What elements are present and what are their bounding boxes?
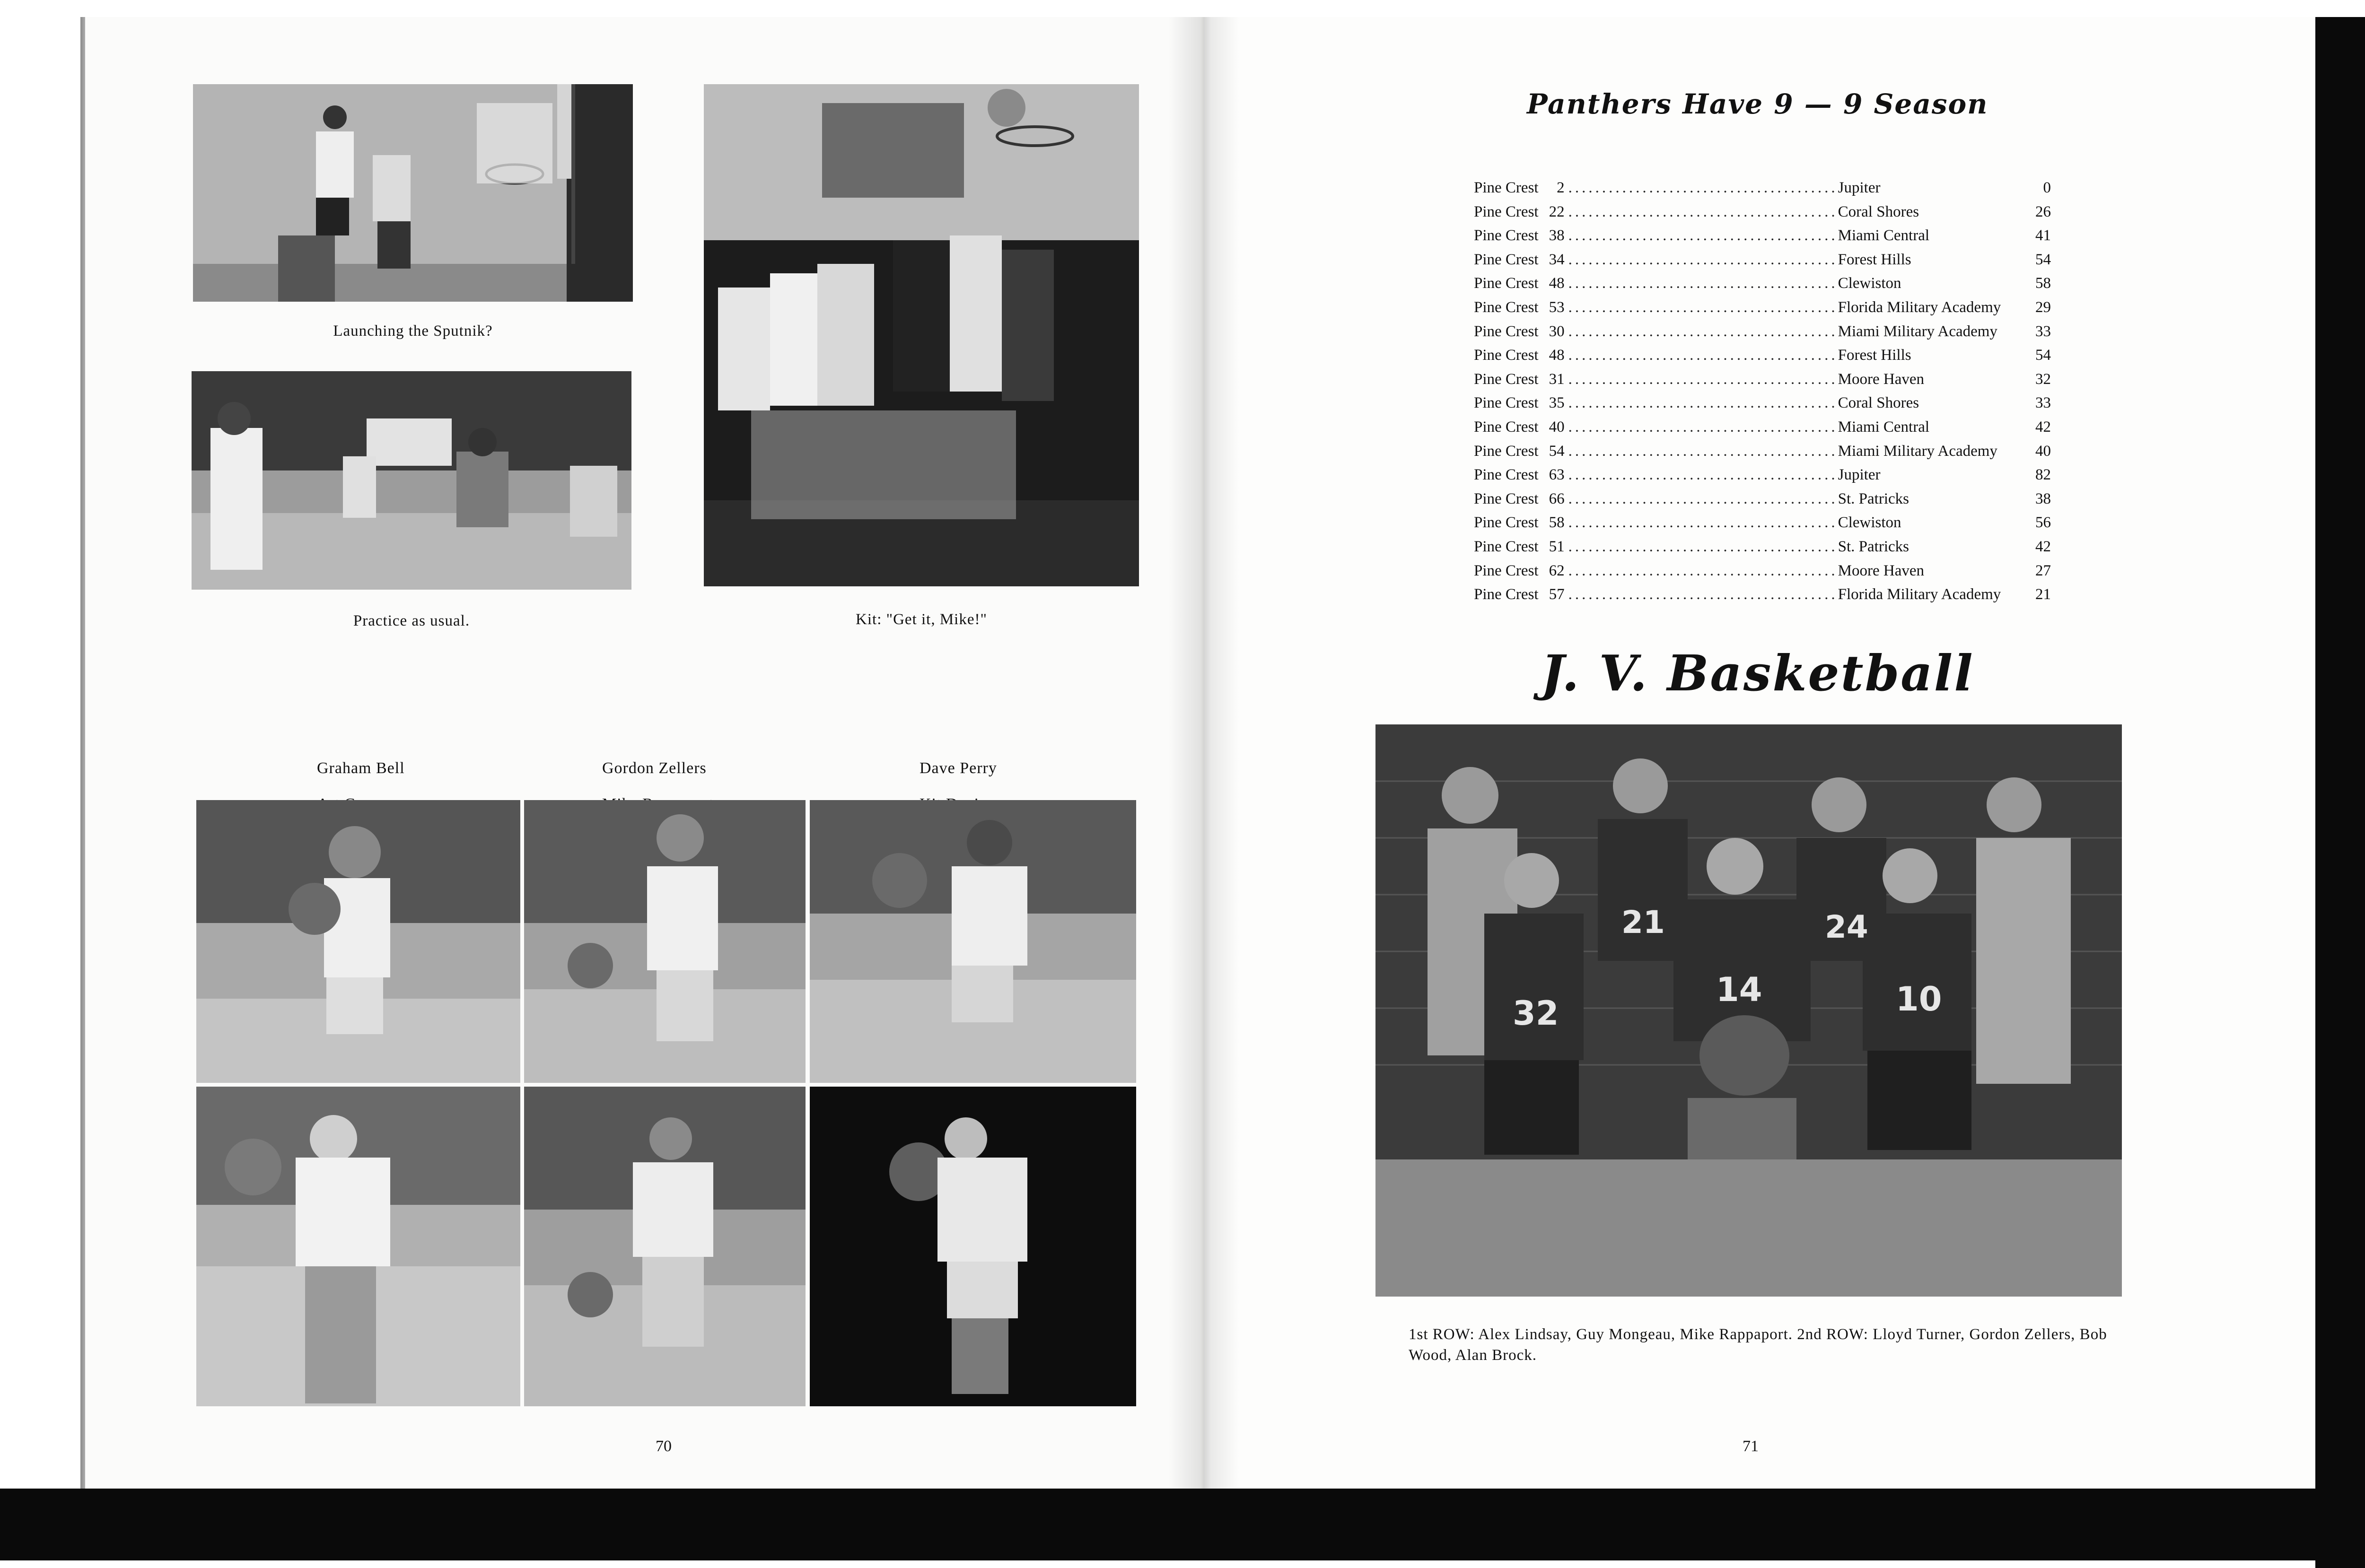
team-score: 54: [1549, 442, 1565, 460]
team-score: 38: [1549, 227, 1565, 244]
score-row: [1474, 200, 2051, 224]
kit-caption: Kit: "Get it, Mike!": [856, 611, 987, 628]
team-score: 48: [1549, 275, 1565, 292]
leader-dots: ........................................: [1568, 586, 1838, 603]
team-score: 53: [1549, 298, 1565, 316]
team-name: Pine Crest: [1474, 442, 1539, 460]
jv-title: J. V. Basketball: [1541, 644, 1974, 702]
opponent-name: Miami Military Academy: [1838, 322, 1997, 340]
season-title: Panthers Have 9 — 9 Season: [1527, 88, 1988, 120]
leader-dots: ........................................: [1568, 298, 1838, 316]
portrait-photo-mike-rappaport: [524, 1087, 806, 1406]
team-name: Pine Crest: [1474, 586, 1539, 603]
leader-dots: ........................................: [1568, 562, 1838, 579]
team-name: Pine Crest: [1474, 322, 1539, 340]
opponent-name: Forest Hills: [1838, 251, 1911, 268]
jersey-number-14: 14: [1716, 970, 1762, 1009]
opponent-name: Jupiter: [1838, 466, 1881, 484]
leader-dots: ........................................: [1568, 490, 1838, 507]
score-row: [1474, 320, 2051, 344]
opponent-name: Miami Central: [1838, 227, 1930, 244]
practice-photo: [192, 371, 631, 590]
opponent-name: Jupiter: [1838, 179, 1881, 196]
score-row: [1474, 296, 2051, 320]
team-score: 63: [1549, 466, 1565, 484]
season-scores-table: [1474, 176, 2051, 607]
opponent-name: Florida Military Academy: [1838, 586, 2001, 603]
opponent-name: St. Patricks: [1838, 490, 1909, 507]
score-row: [1474, 367, 2051, 392]
team-name: Pine Crest: [1474, 179, 1539, 196]
opponent-score: 82: [2035, 466, 2051, 484]
portrait-photo-dave-perry: [810, 800, 1136, 1083]
opponent-score: 42: [2035, 538, 2051, 555]
opponent-score: 0: [2043, 179, 2051, 196]
opponent-score: 56: [2035, 514, 2051, 531]
scan-border-bottom: [0, 1489, 2365, 1560]
team-name: Pine Crest: [1474, 275, 1539, 292]
portrait-photo-gordon-zellers: [524, 800, 806, 1083]
score-row: [1474, 224, 2051, 248]
team-score: 35: [1549, 394, 1565, 412]
page-number-left: 70: [656, 1437, 672, 1455]
team-name: Pine Crest: [1474, 347, 1539, 364]
score-row: [1474, 391, 2051, 415]
score-row: [1474, 271, 2051, 296]
portrait-photo-art-corace: [196, 1087, 520, 1406]
opponent-score: 54: [2035, 251, 2051, 268]
page-number-right: 71: [1743, 1437, 1759, 1455]
team-score: 40: [1549, 418, 1565, 436]
leader-dots: ........................................: [1568, 466, 1838, 484]
leader-dots: ........................................: [1568, 322, 1838, 340]
score-row: [1474, 415, 2051, 439]
opponent-score: 42: [2035, 418, 2051, 436]
team-name: Pine Crest: [1474, 227, 1539, 244]
score-row: [1474, 248, 2051, 272]
opponent-name: Clewiston: [1838, 514, 1901, 531]
leader-dots: ........................................: [1568, 514, 1838, 531]
opponent-name: St. Patricks: [1838, 538, 1909, 555]
portrait-photo-kit-denison: [810, 1087, 1136, 1406]
jersey-number-32: 32: [1513, 994, 1559, 1033]
leader-dots: ........................................: [1568, 370, 1838, 388]
team-name: Pine Crest: [1474, 251, 1539, 268]
team-score: 62: [1549, 562, 1565, 579]
team-name: Pine Crest: [1474, 418, 1539, 436]
opponent-name: Forest Hills: [1838, 347, 1911, 364]
opponent-name: Clewiston: [1838, 275, 1901, 292]
practice-caption: Practice as usual.: [353, 612, 470, 629]
jv-team-photo: [1375, 724, 2122, 1297]
opponent-score: 32: [2035, 370, 2051, 388]
leader-dots: ........................................: [1568, 538, 1838, 555]
team-name: Pine Crest: [1474, 514, 1539, 531]
team-name: Pine Crest: [1474, 394, 1539, 412]
score-row: [1474, 559, 2051, 583]
opponent-score: 26: [2035, 203, 2051, 220]
team-name: Pine Crest: [1474, 562, 1539, 579]
opponent-name: Moore Haven: [1838, 370, 1925, 388]
score-row: [1474, 343, 2051, 367]
jv-roster-caption: 1st ROW: Alex Lindsay, Guy Mongeau, Mike Rappaport. 2nd ROW: Lloyd Turner, Gordon Zellers, Bob Wood, Alan Brock.: [1409, 1326, 2107, 1364]
leader-dots: ........................................: [1568, 251, 1838, 268]
opponent-score: 29: [2035, 298, 2051, 316]
team-score: 30: [1549, 322, 1565, 340]
opponent-name: Florida Military Academy: [1838, 298, 2001, 316]
team-name: Pine Crest: [1474, 298, 1539, 316]
sputnik-photo: [193, 84, 633, 302]
score-row: [1474, 487, 2051, 511]
score-row: [1474, 583, 2051, 607]
leader-dots: ........................................: [1568, 418, 1838, 436]
team-name: Pine Crest: [1474, 203, 1539, 220]
team-score: 2: [1557, 179, 1565, 196]
score-row: [1474, 535, 2051, 559]
portrait-name-top: Dave Perry: [920, 759, 997, 777]
kit-action-photo: [704, 84, 1139, 586]
opponent-score: 41: [2035, 227, 2051, 244]
team-name: Pine Crest: [1474, 538, 1539, 555]
jersey-number-24: 24: [1825, 909, 1868, 945]
team-score: 58: [1549, 514, 1565, 531]
team-score: 22: [1549, 203, 1565, 220]
score-row: [1474, 511, 2051, 535]
team-name: Pine Crest: [1474, 466, 1539, 484]
team-score: 57: [1549, 586, 1565, 603]
jersey-number-21: 21: [1621, 904, 1665, 941]
scan-border-right: [2315, 17, 2365, 1568]
opponent-name: Coral Shores: [1838, 203, 1919, 220]
score-row: [1474, 463, 2051, 487]
leader-dots: ........................................: [1568, 203, 1838, 220]
opponent-score: 33: [2035, 394, 2051, 412]
leader-dots: ........................................: [1568, 347, 1838, 364]
leader-dots: ........................................: [1568, 442, 1838, 460]
team-score: 34: [1549, 251, 1565, 268]
leader-dots: ........................................: [1568, 394, 1838, 412]
opponent-score: 40: [2035, 442, 2051, 460]
sputnik-caption: Launching the Sputnik?: [333, 322, 493, 340]
book-gutter: [1168, 17, 1239, 1489]
portrait-name-top: Graham Bell: [317, 759, 405, 777]
team-name: Pine Crest: [1474, 370, 1539, 388]
opponent-score: 27: [2035, 562, 2051, 579]
leader-dots: ........................................: [1568, 227, 1838, 244]
leader-dots: ........................................: [1568, 275, 1838, 292]
portrait-photo-graham-bell: [196, 800, 520, 1083]
portrait-name-top: Gordon Zellers: [602, 759, 707, 777]
team-name: Pine Crest: [1474, 490, 1539, 507]
opponent-name: Moore Haven: [1838, 562, 1925, 579]
opponent-score: 38: [2035, 490, 2051, 507]
opponent-score: 33: [2035, 322, 2051, 340]
opponent-score: 54: [2035, 347, 2051, 364]
score-row: [1474, 176, 2051, 200]
team-score: 51: [1549, 538, 1565, 555]
score-row: [1474, 439, 2051, 463]
opponent-name: Miami Military Academy: [1838, 442, 1997, 460]
team-score: 66: [1549, 490, 1565, 507]
leader-dots: ........................................: [1568, 179, 1838, 196]
opponent-score: 21: [2035, 586, 2051, 603]
opponent-name: Miami Central: [1838, 418, 1930, 436]
team-score: 48: [1549, 347, 1565, 364]
team-score: 31: [1549, 370, 1565, 388]
opponent-name: Coral Shores: [1838, 394, 1919, 412]
opponent-score: 58: [2035, 275, 2051, 292]
jersey-number-10: 10: [1896, 980, 1942, 1019]
